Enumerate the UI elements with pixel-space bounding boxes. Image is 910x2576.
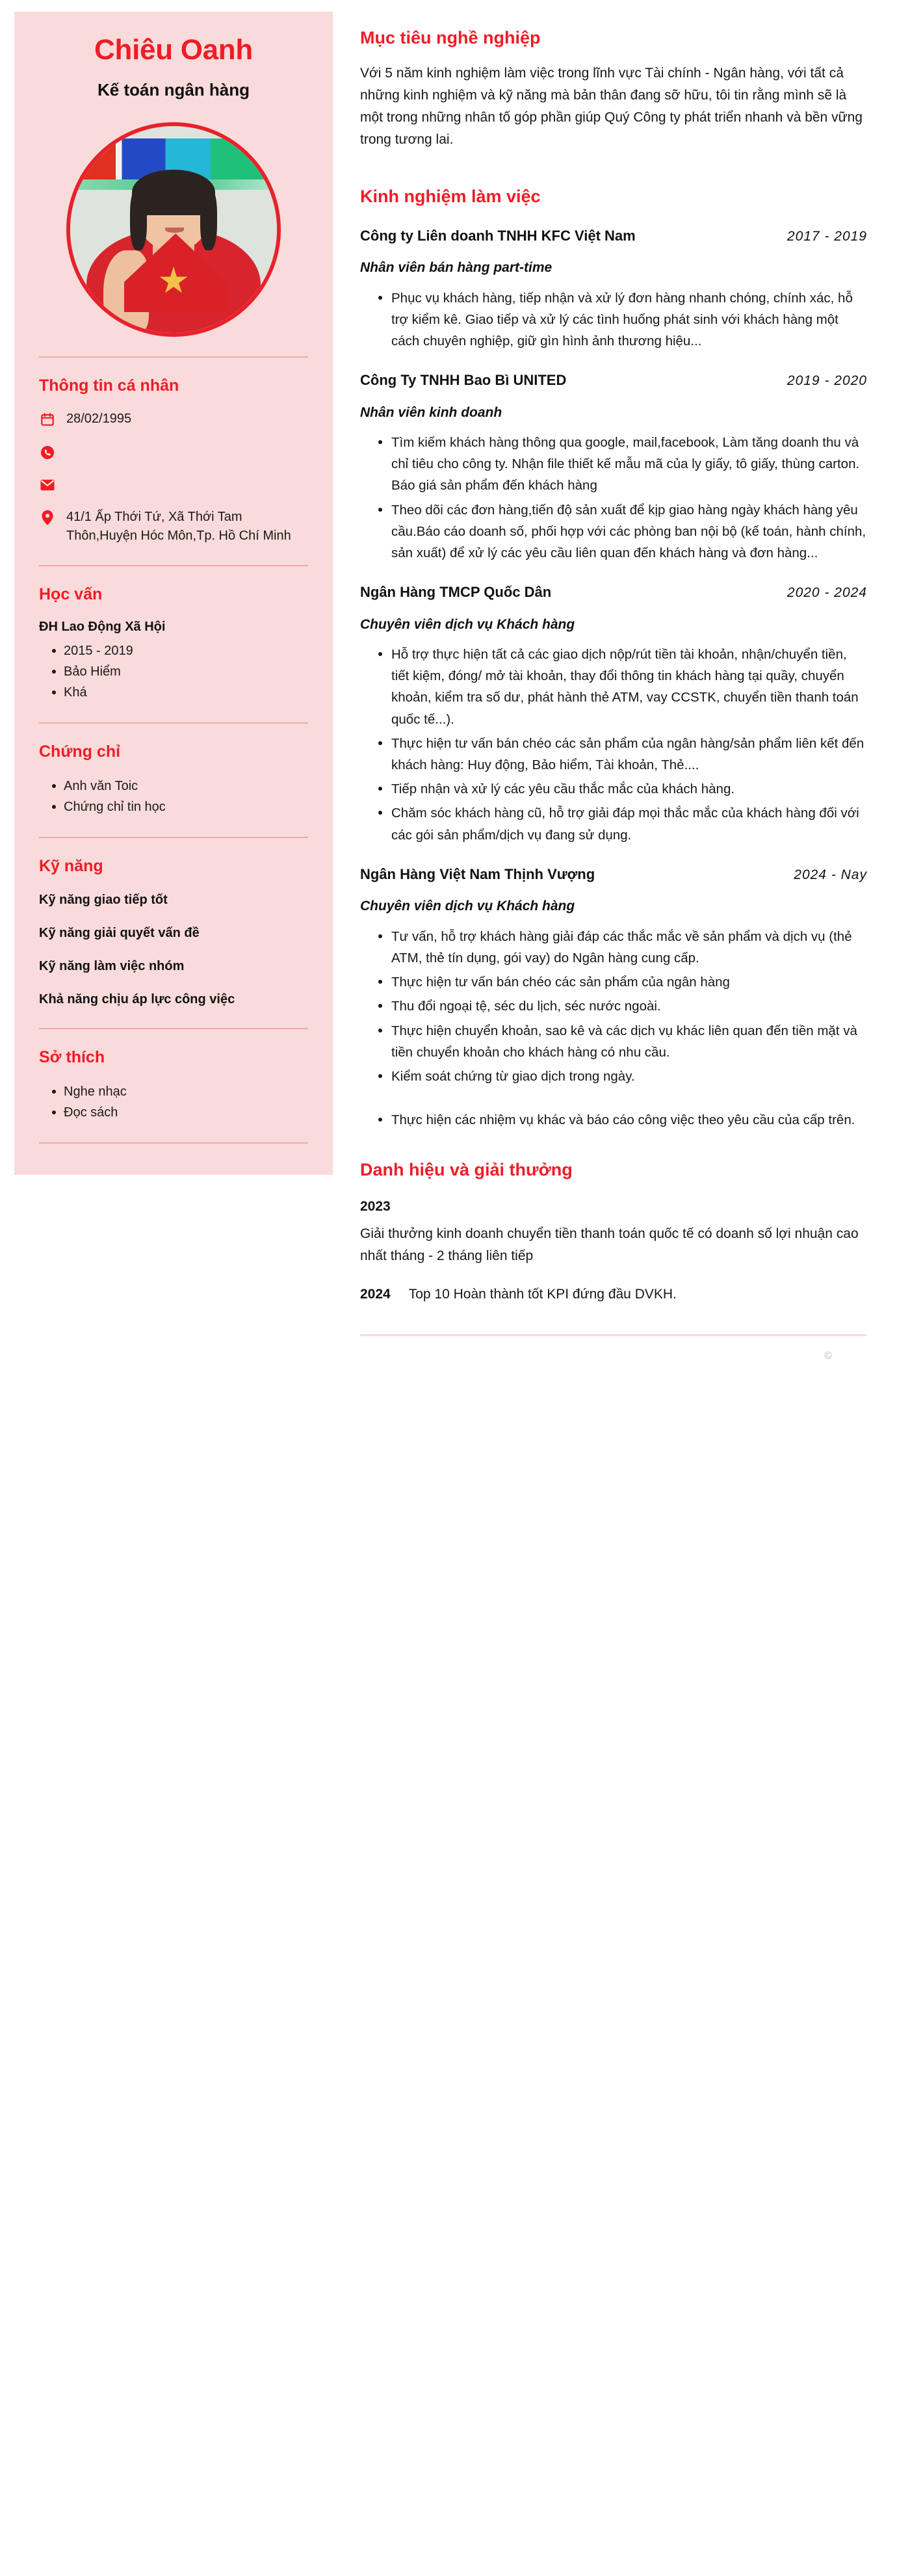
experience-bullet: Tư vấn, hỗ trợ khách hàng giải đáp các thắc mắc về sản phẩm và dịch vụ (thẻ ATM, thẻ tín dụng, gói vay) do Ngân hàng cung cấp. xyxy=(377,926,867,969)
profile-photo xyxy=(66,122,281,337)
experience-item xyxy=(360,583,867,846)
experience-company: Ngân Hàng TMCP Quốc Dân xyxy=(360,584,552,601)
sidebar-divider-1 xyxy=(39,356,308,358)
calendar-icon xyxy=(39,411,56,428)
certificate-item: Chứng chỉ tin học xyxy=(51,796,308,817)
section-title-certificates: Chứng chỉ xyxy=(39,742,121,761)
skills-list xyxy=(39,891,308,1008)
experience-role: Nhân viên bán hàng part-time xyxy=(360,260,552,276)
award-text: Giải thưởng kinh doanh chuyển tiền thanh toán quốc tế có doanh số lợi nhuận cao nhất tháng - 2 tháng liên tiếp xyxy=(360,1226,859,1263)
skill-item: Kỹ năng làm việc nhóm xyxy=(39,958,185,973)
candidate-job-title: Kế toán ngân hàng xyxy=(98,79,250,99)
experience-bullet: Thực hiện các nhiệm vụ khác và báo cáo công việc theo yêu cầu của cấp trên. xyxy=(377,1109,867,1131)
section-title-personal-info: Thông tin cá nhân xyxy=(39,376,179,395)
section-title-objective: Mục tiêu nghề nghiệp xyxy=(360,28,541,47)
experience-bullet: Kiểm soát chứng từ giao dịch trong ngày. xyxy=(377,1066,867,1087)
sidebar-divider-6 xyxy=(39,1142,308,1144)
experience-dates: 2017 - 2019 xyxy=(786,228,867,244)
interest-item: Nghe nhạc xyxy=(51,1081,308,1102)
experience-item xyxy=(360,227,867,352)
experience-item xyxy=(360,865,867,1131)
experience-bullets xyxy=(360,644,867,846)
section-title-interests: Sở thích xyxy=(39,1047,105,1066)
experience-bullet: Theo dõi các đơn hàng,tiến độ sản xuất để kịp giao hàng ngày khách hàng yêu cầu.Báo cáo doanh số, phối hợp với các phòng ban nội bộ (kế toán, hành chính, sản xuất) để xử lý các yêu cầu liên quan đến khách hàng và đơn hàng... xyxy=(377,499,867,564)
experience-header xyxy=(360,371,867,389)
section-title-skills: Kỹ năng xyxy=(39,856,103,875)
skill-item: Kỹ năng giải quyết vấn đề xyxy=(39,925,200,940)
section-title-awards: Danh hiệu và giải thưởng xyxy=(360,1160,573,1180)
section-title-education: Học vấn xyxy=(39,585,103,603)
award-year: 2024 xyxy=(360,1287,391,1302)
sidebar-divider-2 xyxy=(39,565,308,566)
experience-header xyxy=(360,865,867,884)
sidebar-divider-3 xyxy=(39,722,308,724)
education-school: ĐH Lao Động Xã Hội xyxy=(39,619,166,634)
experience-bullet: Thực hiện tư vấn bán chéo các sản phẩm của ngân hàng/sản phẩm liên kết đến khách hàng: Huy động, Bảo hiểm, Tài khoản, Thẻ.... xyxy=(377,733,867,776)
experience-bullet: Thu đổi ngoại tệ, séc du lịch, séc nước ngoài. xyxy=(377,995,867,1017)
education-detail: Khá xyxy=(51,682,308,703)
experience-bullets xyxy=(360,926,867,1087)
experience-header xyxy=(360,227,867,245)
education-detail: 2015 - 2019 xyxy=(51,640,308,661)
experience-company: Công ty Liên doanh TNHH KFC Việt Nam xyxy=(360,227,636,244)
experience-bullet: Phục vụ khách hàng, tiếp nhận và xử lý đơn hàng nhanh chóng, chính xác, hỗ trợ kiểm kê. Giao tiếp và xử lý các tình huống phát sinh với khách hàng một cách chuyên nghiệp, giữ gìn hình ảnh thương hiệu... xyxy=(377,287,867,352)
experience-bullet: Chăm sóc khách hàng cũ, hỗ trợ giải đáp mọi thắc mắc của khách hàng đối với các gói sản phẩm/dịch vụ đang sử dụng. xyxy=(377,802,867,845)
experience-header xyxy=(360,583,867,601)
award-entry xyxy=(360,1283,867,1306)
experience-bullet: Thực hiện chuyển khoản, sao kê và các dịch vụ khác liên quan đến tiền mặt và tiền chuyển khoản cho khách hàng có nhu cầu. xyxy=(377,1020,867,1063)
info-value-address: 41/1 Ấp Thới Tứ, Xã Thới Tam Thôn,Huyện Hóc Môn,Tp. Hồ Chí Minh xyxy=(66,509,291,543)
education-detail: Bảo Hiểm xyxy=(51,661,308,682)
award-year: 2023 xyxy=(360,1198,391,1214)
interests-list xyxy=(39,1081,308,1123)
experience-dates: 2024 - Nay xyxy=(794,867,867,882)
experience-bullet: Tiếp nhận và xử lý các yêu cầu thắc mắc của khách hàng. xyxy=(377,778,867,800)
education-details-list xyxy=(39,640,308,703)
experience-item xyxy=(360,371,867,564)
interest-item: Đọc sách xyxy=(51,1102,308,1123)
email-icon xyxy=(39,477,56,493)
certificates-list xyxy=(39,776,308,817)
personal-info-list xyxy=(39,410,308,545)
experience-bullet: Thực hiện tư vấn bán chéo các sản phẩm của ngân hàng xyxy=(377,971,867,993)
section-title-experience: Kinh nghiệm làm việc xyxy=(360,187,541,207)
objective-body: Với 5 năm kinh nghiệm làm việc trong lĩnh vực Tài chính - Ngân hàng, với tất cả những kinh nghiệm và kỹ năng mà bản thân đang sỡ hữu, tôi tin rằng mình sẽ là một trong những nhân tố góp phần giúp Quý Công ty phát triển nhanh và bền vững trong tương lai. xyxy=(360,66,863,148)
profile-photo-image xyxy=(70,126,277,333)
candidate-name: Chiêu Oanh xyxy=(94,34,253,66)
skill-item: Kỹ năng giao tiếp tốt xyxy=(39,892,168,907)
sidebar-divider-4 xyxy=(39,837,308,838)
experience-dates: 2019 - 2020 xyxy=(786,373,867,389)
experience-role: Chuyên viên dịch vụ Khách hàng xyxy=(360,899,575,914)
info-row-email xyxy=(39,475,308,493)
experience-role: Chuyên viên dịch vụ Khách hàng xyxy=(360,616,575,632)
location-icon xyxy=(39,509,56,526)
phone-icon xyxy=(39,444,56,461)
experience-bullet: Tìm kiếm khách hàng thông qua google, mail,facebook, Làm tăng doanh thu và chỉ tiêu cho công ty. Nhận file thiết kế mẫu mã của ly giấy, tô giấy, thùng carton. Báo giá sản phẩm đến khách hàng xyxy=(377,432,867,497)
sidebar-divider-5 xyxy=(39,1028,308,1029)
experience-bullet: Hỗ trợ thực hiện tất cả các giao dịch nộp/rút tiền tài khoản, nhận/chuyển tiền, tiết kiệm, đóng/ mở tài khoản, thay đổi thông tin khách hàng tại quầy, chuyển khoản, kiểm tra số dư, phát hành thẻ ATM, vay CCSTK, chuyển tiền thanh toán quốc tế...). xyxy=(377,644,867,730)
experience-role: Nhân viên kinh doanh xyxy=(360,404,502,420)
experience-company: Ngân Hàng Việt Nam Thịnh Vượng xyxy=(360,865,595,882)
experience-bullets-continued xyxy=(360,1109,867,1131)
sidebar xyxy=(14,12,333,1175)
award-text: Top 10 Hoàn thành tốt KPI đứng đầu DVKH. xyxy=(408,1287,677,1302)
footer-mark: © xyxy=(824,1350,832,1361)
experience-bullets xyxy=(360,432,867,564)
info-row-birthdate xyxy=(39,410,308,428)
info-row-phone xyxy=(39,443,308,461)
experience-bullets xyxy=(360,287,867,352)
info-row-address xyxy=(39,508,308,545)
experience-company: Công Ty TNHH Bao Bì UNITED xyxy=(360,372,567,389)
main-content xyxy=(333,12,896,1388)
skill-item: Khả năng chịu áp lực công việc xyxy=(39,992,235,1006)
info-value-birthdate: 28/02/1995 xyxy=(66,411,132,426)
experience-dates: 2020 - 2024 xyxy=(786,585,867,601)
certificate-item: Anh văn Toic xyxy=(51,776,308,796)
